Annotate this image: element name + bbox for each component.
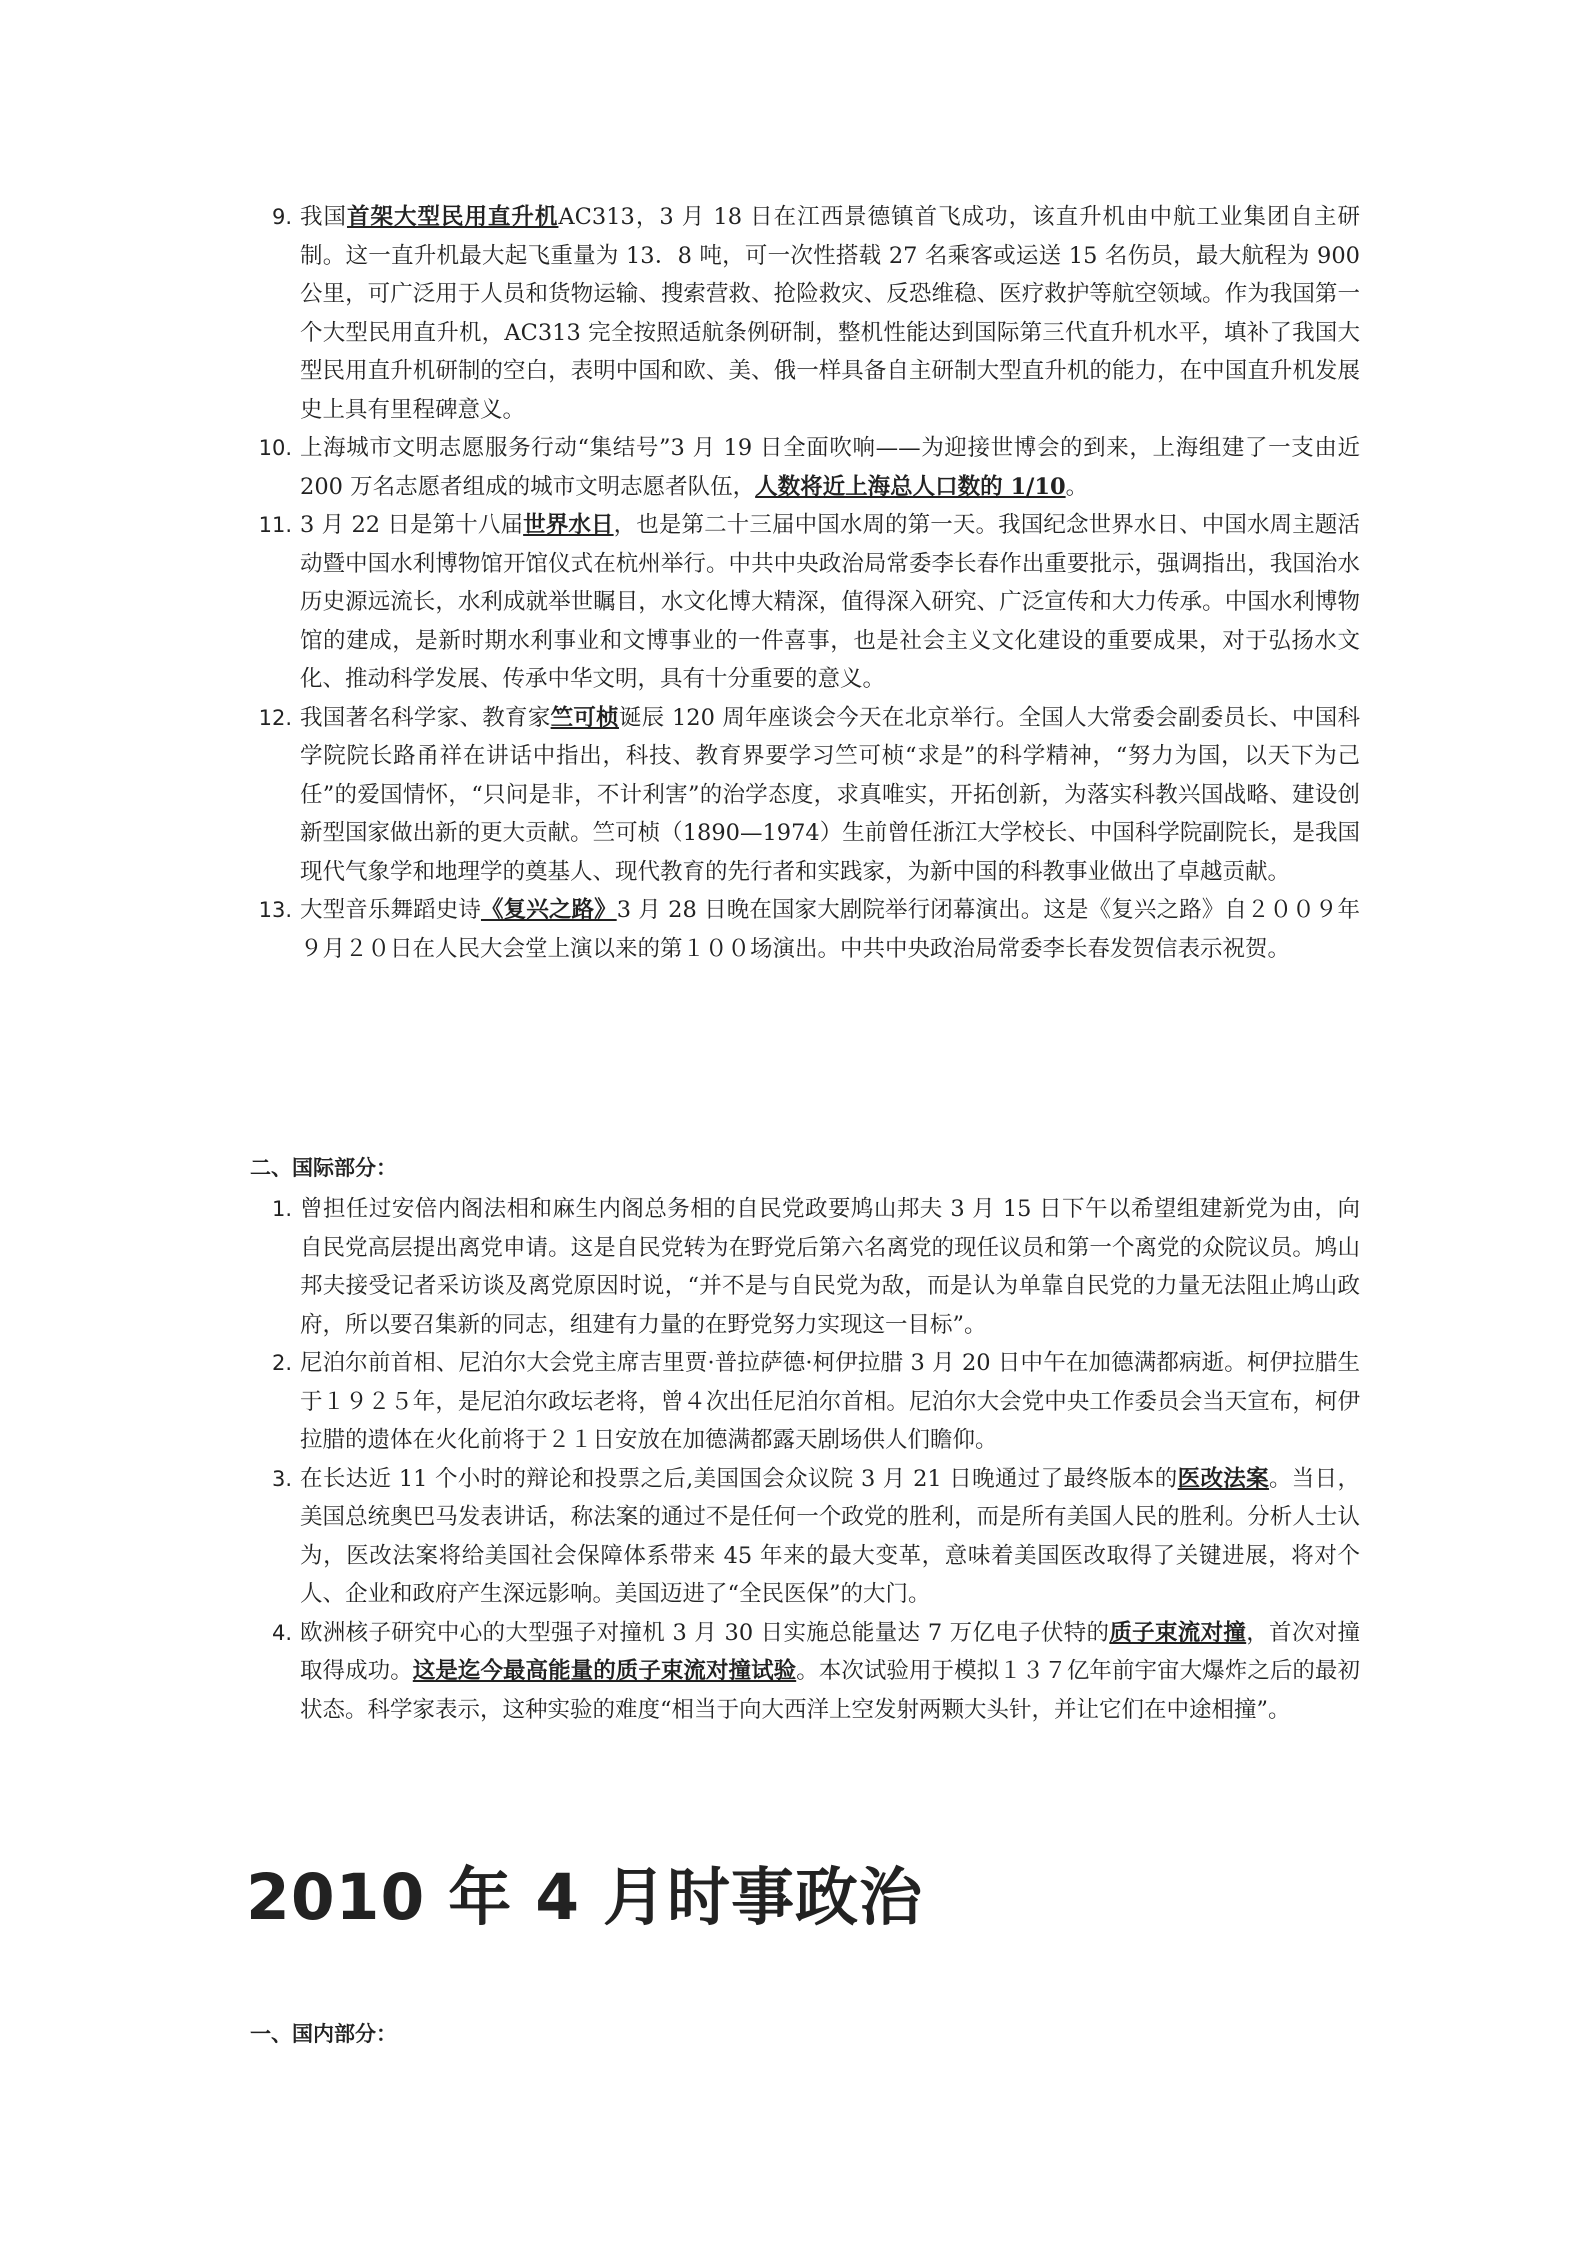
item-text bbox=[300, 1344, 1360, 1460]
item-number: 13. bbox=[258, 898, 292, 922]
item-number: 9. bbox=[271, 205, 292, 229]
item-number: 1. bbox=[271, 1197, 292, 1221]
domestic-news-list bbox=[258, 198, 1360, 968]
news-item bbox=[271, 198, 1360, 429]
highlighted-term: 世界水日 bbox=[523, 512, 614, 538]
highlighted-term: 人数将近上海总人口数的 1/10 bbox=[755, 473, 1066, 500]
item-text bbox=[300, 1190, 1360, 1344]
text-run: 在长达近 11 个小时的辩论和投票之后,美国国会众议院 3 月 21 日晚通过了最终版本的 bbox=[300, 1465, 1178, 1492]
highlighted-term: 竺可桢 bbox=[550, 704, 619, 731]
item-text bbox=[300, 429, 1360, 506]
section-heading-domestic: 一、国内部分： bbox=[250, 2021, 397, 2046]
text-run: 。本次试验用于模拟１３７亿年前宇宙大爆炸之后的最初状态。科学家表示，这种实验的难度“相当于向大西洋上空发射两颗大头针，并让它们在中途相撞”。 bbox=[300, 1658, 1360, 1723]
text-run: 大型音乐舞蹈史诗 bbox=[300, 897, 481, 923]
text-run: 尼泊尔前首相、尼泊尔大会党主席吉里贾·普拉萨德·柯伊拉腊 3 月 20 日中午在加德满都病逝。柯伊拉腊生于１９２５年，是尼泊尔政坛老将，曾４次出任尼泊尔首相。尼泊尔大会党中央工作委员会当天宣布，柯伊拉腊的遗体在火化前将于２１日安放在加德满都露天剧场供人们瞻仰。 bbox=[300, 1350, 1360, 1453]
text-run: AC313，3 月 18 日在江西景德镇首飞成功，该直升机由中航工业集团自主研制。这一直升机最大起飞重量为 13．8 吨，可一次性搭载 27 名乘客或运送 15 名伤员，最大航程为 900 公里，可广泛用于人员和货物运输、搜索营救、抢险救灾、反恐维稳、医疗救护等航空领域。作为我国第一个大型民用直升机，AC313 完全按照适航条例研制，整机性能达到国际第三代直升机水平，填补了我国大型民用直升机研制的空白，表明中国和欧、美、俄一样具备自主研制大型直升机的能力，在中国直升机发展史上具有里程碑意义。 bbox=[300, 204, 1360, 423]
text-run: 诞辰 120 周年座谈会今天在北京举行。全国人大常委会副委员长、中国科学院院长路甬祥在讲话中指出，科技、教育界要学习竺可桢“求是”的科学精神，“努力为国，以天下为己任”的爱国情怀，“只问是非，不计利害”的治学态度，求真唯实，开拓创新，为落实科教兴国战略、建设创新型国家做出新的更大贡献。竺可桢（1890—1974）生前曾任浙江大学校长、中国科学院副院长，是我国现代气象学和地理学的奠基人、现代教育的先行者和实践家，为新中国的科教事业做出了卓越贡献。 bbox=[300, 704, 1360, 885]
text-run: 我国 bbox=[300, 204, 347, 230]
item-text bbox=[300, 1614, 1360, 1730]
item-text bbox=[300, 198, 1360, 429]
international-news-list bbox=[271, 1190, 1360, 1729]
text-run: 曾担任过安倍内阁法相和麻生内阁总务相的自民党政要鸠山邦夫 3 月 15 日下午以希望组建新党为由，向自民党高层提出离党申请。这是自民党转为在野党后第六名离党的现任议员和第一个离党的众院议员。鸠山邦夫接受记者采访谈及离党原因时说，“并不是与自民党为敌，而是认为单靠自民党的力量无法阻止鸠山政府，所以要召集新的同志，组建有力量的在野党努力实现这一目标”。 bbox=[300, 1196, 1360, 1338]
highlighted-term: 质子束流对撞 bbox=[1109, 1619, 1247, 1646]
text-run: ，首次对撞取得成功。 bbox=[300, 1619, 1360, 1684]
news-item bbox=[258, 429, 1360, 506]
item-number: 12. bbox=[258, 705, 292, 730]
news-item bbox=[258, 891, 1360, 968]
text-run: 我国著名科学家、教育家 bbox=[300, 704, 551, 731]
item-text bbox=[300, 891, 1360, 968]
news-item bbox=[271, 1460, 1360, 1614]
text-run: 。当日，美国总统奥巴马发表讲话，称法案的通过不是任何一个政党的胜利，而是所有美国人民的胜利。分析人士认为，医改法案将给美国社会保障体系带来 45 年来的最大变革，意味着美国医改取得了关键进展，将对个人、企业和政府产生深远影响。美国迈进了“全民医保”的大门。 bbox=[300, 1465, 1360, 1607]
highlighted-term: 《复兴之路》 bbox=[480, 897, 617, 923]
news-item bbox=[271, 1344, 1360, 1460]
text-run: 。 bbox=[1065, 473, 1089, 500]
text-run: 3 月 22 日是第十八届 bbox=[300, 512, 524, 538]
text-run: 欧洲核子研究中心的大型强子对撞机 3 月 30 日实施总能量达 7 万亿电子伏特的 bbox=[300, 1619, 1110, 1646]
news-item bbox=[258, 506, 1360, 699]
section-heading-international: 二、国际部分： bbox=[250, 1155, 397, 1180]
news-item bbox=[258, 699, 1360, 892]
text-run: 3 月 28 日晚在国家大剧院举行闭幕演出。这是《复兴之路》自２００９年９月２０日在人民大会堂上演以来的第１００场演出。中共中央政治局常委李长春发贺信表示祝贺。 bbox=[300, 897, 1360, 962]
highlighted-term: 医改法案 bbox=[1177, 1465, 1269, 1492]
item-number: 3. bbox=[271, 1466, 292, 1491]
item-number: 10. bbox=[258, 436, 292, 460]
item-number: 11. bbox=[258, 513, 292, 537]
text-run: ，也是第二十三届中国水周的第一天。我国纪念世界水日、中国水周主题活动暨中国水利博物馆开馆仪式在杭州举行。中共中央政治局常委李长春作出重要批示，强调指出，我国治水历史源远流长，水利成就举世瞩目，水文化博大精深，值得深入研究、广泛宣传和大力传承。中国水利博物馆的建成，是新时期水利事业和文博事业的一件喜事，也是社会主义文化建设的重要成果，对于弘扬水文化、推动科学发展、传承中华文明，具有十分重要的意义。 bbox=[300, 512, 1360, 692]
news-item bbox=[271, 1614, 1360, 1730]
item-number: 2. bbox=[271, 1351, 292, 1375]
month-title: 2010 年 4 月时事政治 bbox=[246, 1861, 923, 1934]
highlighted-term: 首架大型民用直升机 bbox=[346, 204, 559, 230]
item-text bbox=[300, 506, 1360, 699]
item-text bbox=[300, 1460, 1360, 1614]
news-item bbox=[271, 1190, 1360, 1344]
item-text bbox=[300, 699, 1360, 892]
item-number: 4. bbox=[271, 1620, 292, 1645]
text-run: 上海城市文明志愿服务行动“集结号”3 月 19 日全面吹响——为迎接世博会的到来，上海组建了一支由近 200 万名志愿者组成的城市文明志愿者队伍， bbox=[300, 435, 1360, 500]
highlighted-term: 这是迄今最高能量的质子束流对撞试验 bbox=[412, 1658, 797, 1684]
